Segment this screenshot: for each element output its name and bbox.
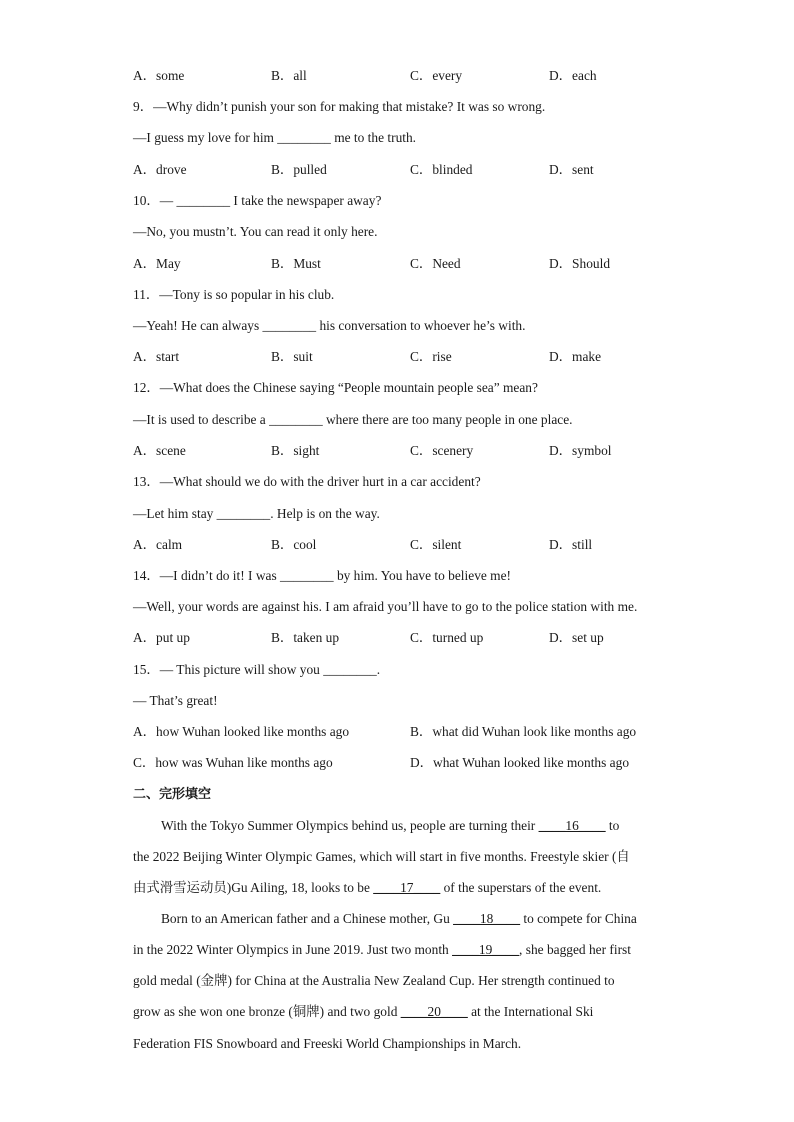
q9-option-d: D．sent (549, 162, 594, 177)
passage-line (161, 911, 637, 927)
passage-line: Federation FIS Snowboard and Freeski World Championships in March. (133, 1036, 522, 1051)
q8-option-a: A．some (133, 68, 185, 83)
passage-text: of the superstars of the event. (440, 880, 602, 895)
passage-text: Born to an American father and a Chinese mother, Gu (161, 911, 454, 926)
passage-line (161, 818, 619, 834)
q8-option-c: C．every (410, 68, 463, 83)
q15-question: 15．— This picture will show you ________. (133, 662, 381, 677)
q10-option-c: C．Need (410, 256, 461, 271)
blank-20[interactable]: ____20____ (400, 1004, 468, 1019)
q11-question: 11．—Tony is so popular in his club. (133, 287, 335, 302)
q13-option-a: A．calm (133, 537, 183, 552)
q12-option-d: D．symbol (549, 443, 612, 458)
q12-option-b: B．sight (271, 443, 320, 458)
q11-reply: —Yeah! He can always ________ his conversation to whoever he’s with. (133, 318, 526, 333)
q11-option-c: C．rise (410, 349, 452, 364)
passage-text: to compete for China (520, 911, 637, 926)
q9-reply: —I guess my love for him ________ me to the truth. (133, 130, 417, 145)
blank-19[interactable]: ____19____ (452, 942, 520, 957)
q10-question: 10．— ________ I take the newspaper away? (133, 193, 382, 208)
q14-option-d: D．set up (549, 630, 604, 645)
q15-option-a: A．how Wuhan looked like months ago (133, 724, 350, 739)
q14-question: 14．—I didn’t do it! I was ________ by him. You have to believe me! (133, 568, 511, 583)
q13-option-d: D．still (549, 537, 593, 552)
passage-line (133, 880, 601, 896)
q15-reply: — That’s great! (133, 693, 218, 708)
q13-reply: —Let him stay ________. Help is on the way. (133, 506, 380, 521)
q10-reply: —No, you mustn’t. You can read it only here. (133, 224, 378, 239)
q10-option-a: A．May (133, 256, 181, 271)
q12-option-a: A．scene (133, 443, 186, 458)
blank-17[interactable]: ____17____ (373, 880, 441, 895)
q13-question: 13．—What should we do with the driver hurt in a car accident? (133, 474, 481, 489)
q9-option-c: C．blinded (410, 162, 473, 177)
q9-option-a: A．drove (133, 162, 187, 177)
blank-16[interactable]: ____16____ (538, 818, 606, 833)
q11-option-a: A．start (133, 349, 180, 364)
q15-option-d: D．what Wuhan looked like months ago (410, 755, 630, 770)
q14-reply: —Well, your words are against his. I am afraid you’ll have to go to the police station with me. (133, 599, 638, 614)
passage-text: at the International Ski (467, 1004, 594, 1019)
q14-option-b: B．taken up (271, 630, 340, 645)
passage-text: in the 2022 Winter Olympics in June 2019. Just two month (133, 942, 453, 957)
q14-option-c: C．turned up (410, 630, 484, 645)
q10-option-b: B．Must (271, 256, 321, 271)
blank-18[interactable]: ____18____ (453, 911, 521, 926)
passage-text: to (605, 818, 620, 833)
section-title: 二、完形填空 (133, 787, 212, 802)
passage-text: grow as she won one bronze (铜牌) and two gold (133, 1004, 401, 1019)
q9-question: 9．—Why didn’t punish your son for making that mistake? It was so wrong. (133, 99, 546, 114)
passage-line (133, 942, 631, 958)
q15-option-c: C．how was Wuhan like months ago (133, 755, 333, 770)
passage-line (133, 1004, 593, 1020)
q9-option-b: B．pulled (271, 162, 327, 177)
passage-text: , she bagged her first (519, 942, 631, 957)
q8-option-b: B．all (271, 68, 307, 83)
q12-option-c: C．scenery (410, 443, 474, 458)
q8-option-d: D．each (549, 68, 597, 83)
q11-option-b: B．suit (271, 349, 313, 364)
q12-reply: —It is used to describe a ________ where there are too many people in one place. (133, 412, 573, 427)
q10-option-d: D．Should (549, 256, 611, 271)
q11-option-d: D．make (549, 349, 602, 364)
passage-line: gold medal (金牌) for China at the Australia New Zealand Cup. Her strength continued to (133, 973, 615, 988)
passage-text: With the Tokyo Summer Olympics behind us, people are turning their (161, 818, 539, 833)
q15-option-b: B．what did Wuhan look like months ago (410, 724, 637, 739)
passage-line: the 2022 Beijing Winter Olympic Games, which will start in five months. Freestyle skier (自 (133, 849, 630, 864)
q14-option-a: A．put up (133, 630, 190, 645)
q13-option-b: B．cool (271, 537, 317, 552)
q12-question: 12．—What does the Chinese saying “People mountain people sea” mean? (133, 380, 538, 395)
passage-text: 由式滑雪运动员)Gu Ailing, 18, looks to be (133, 880, 374, 895)
q13-option-c: C．silent (410, 537, 462, 552)
